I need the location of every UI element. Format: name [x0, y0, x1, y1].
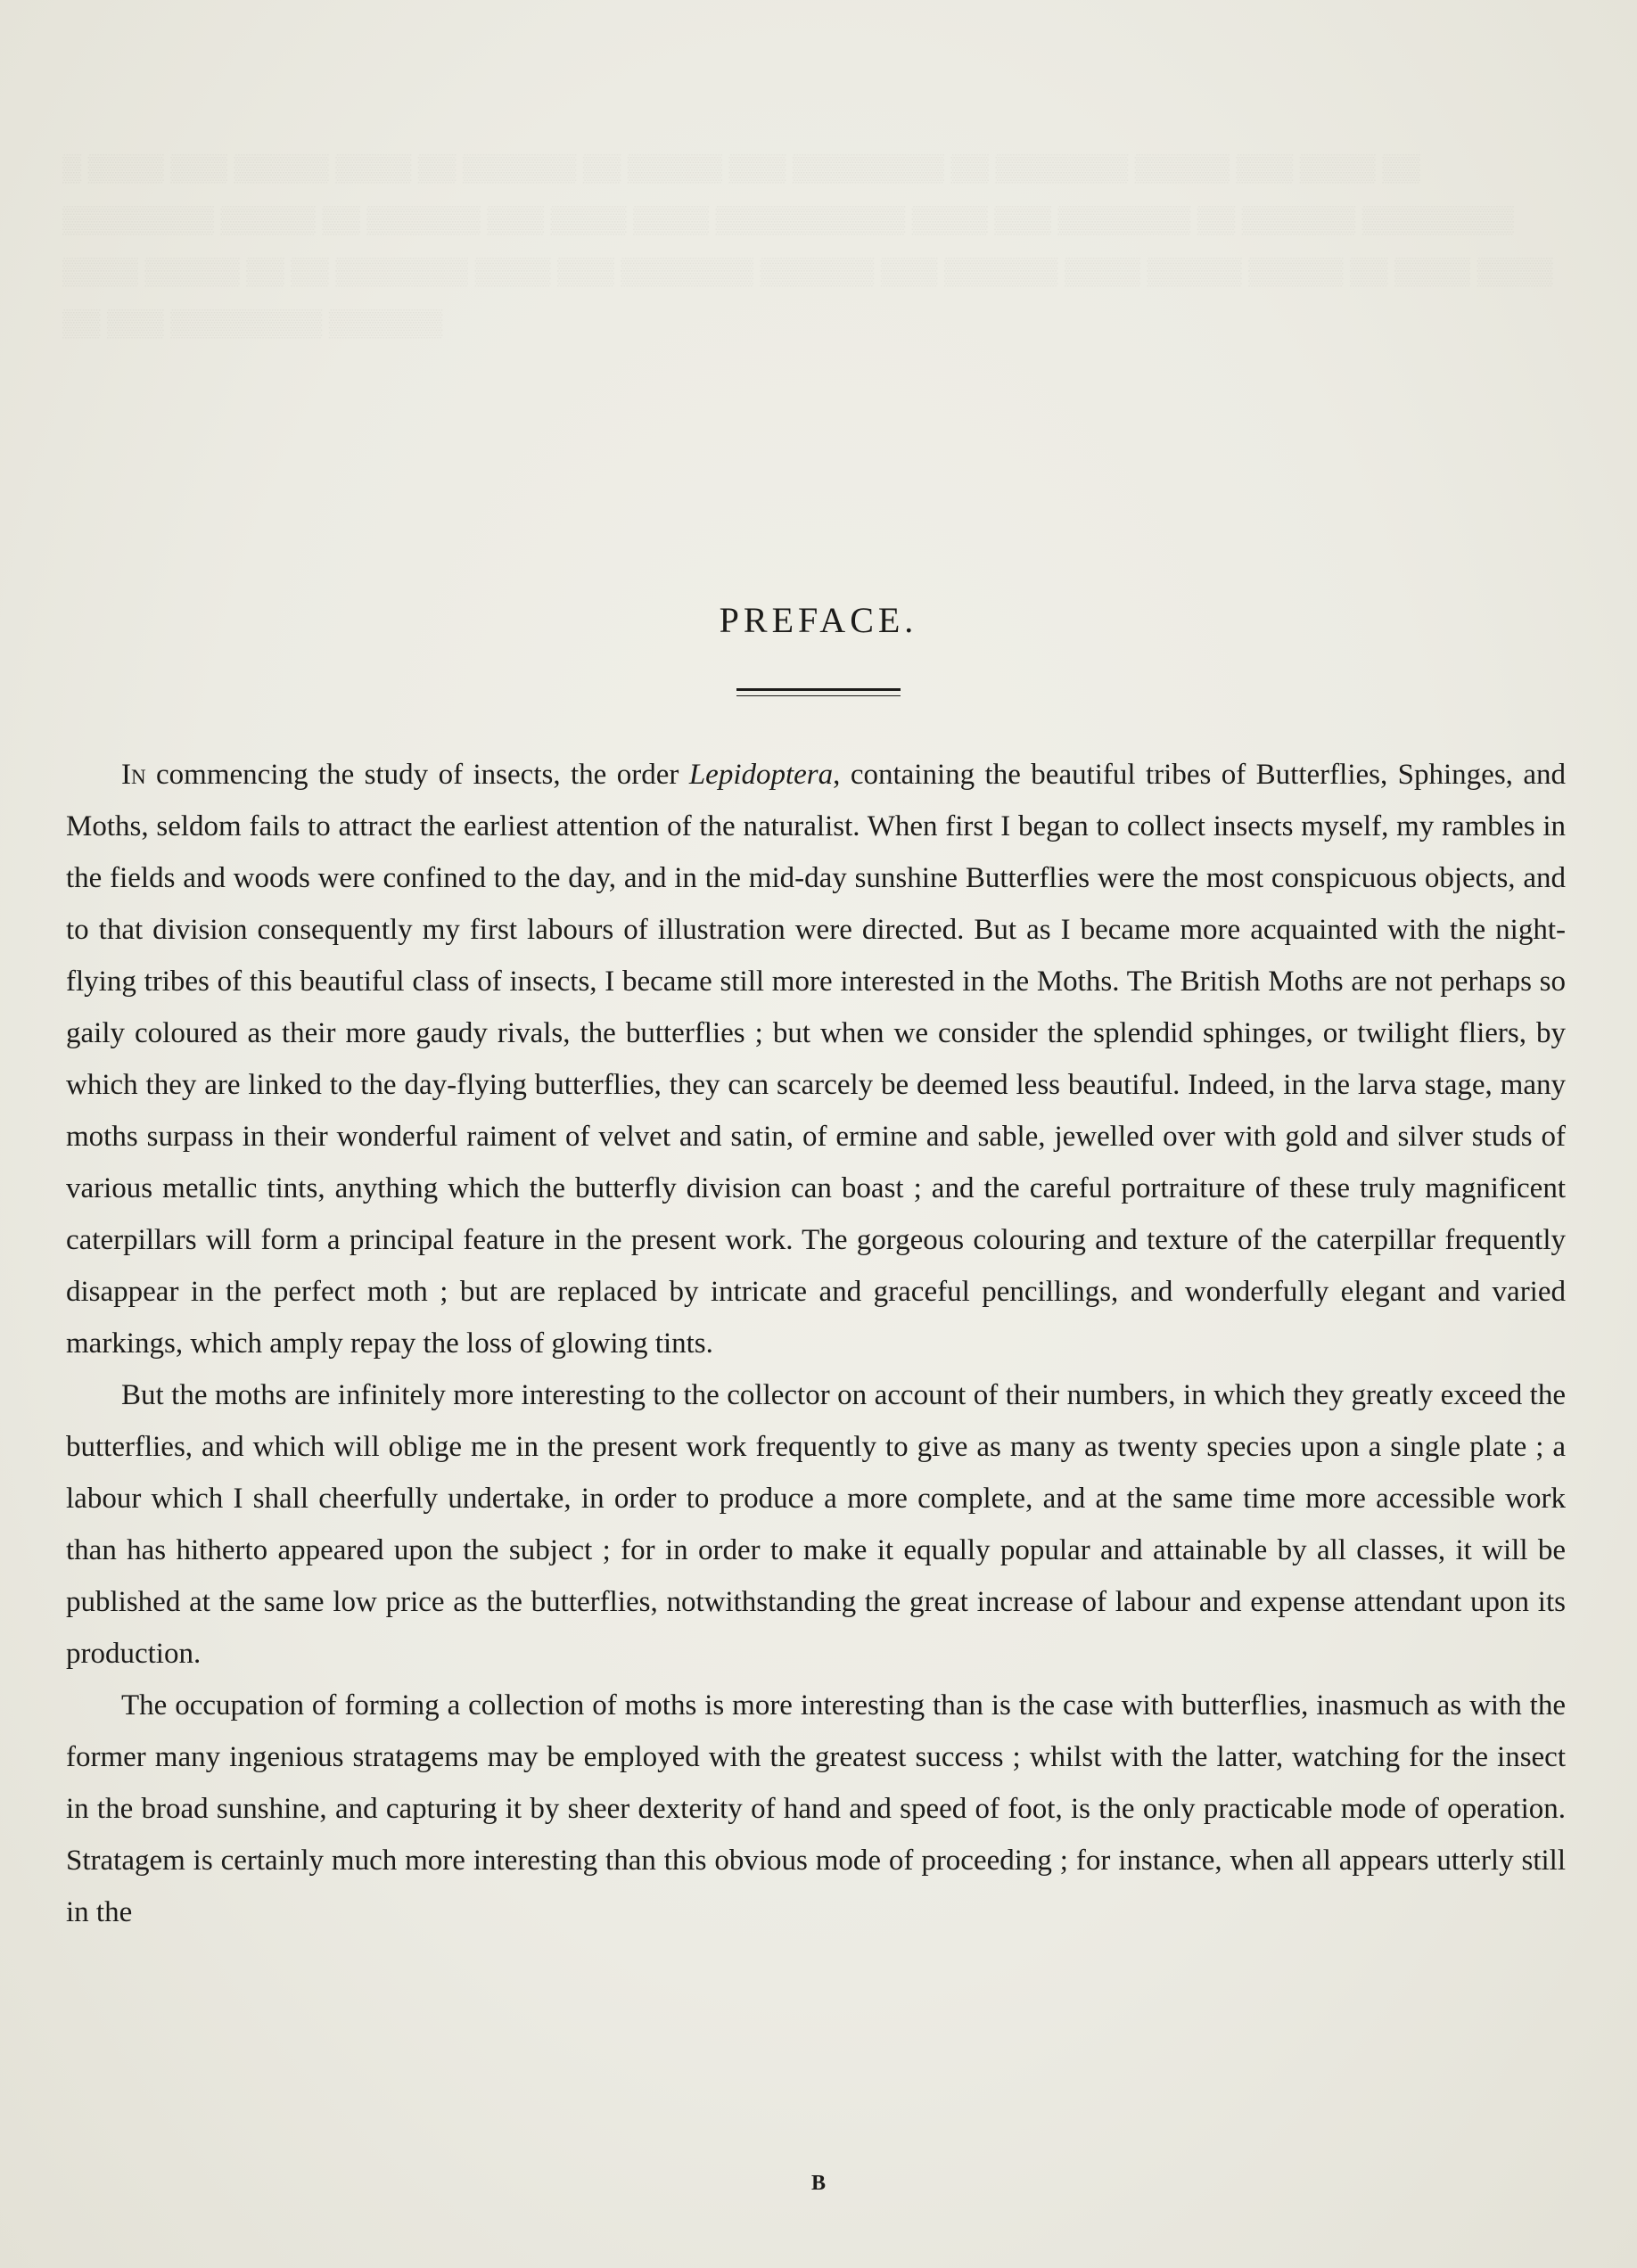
paragraph-1-before-italic: commencing the study of insects, the order [145, 759, 689, 791]
paragraph-1-after-italic: , containing the beautiful tribes of Butterflies, Sphinges, and Moths, seldom fails to attract the earliest attention of the naturalist. When first I began to collect insects myself, my rambles in the fields and woods were confined to the day, and in the mid-day sunshine Butterflies were the most conspicuous objects, and to that division consequently my first labours of illustration were directed. But as I became more acquainted with the night-flying tribes of this beautiful class of insects, I became still more interested in the Moths. The British Moths are not perhaps so gaily coloured as their more gaudy rivals, the butterflies ; but when we consider the splendid sphinges, or twilight fliers, by which they are linked to the day-flying butterflies, they can scarcely be deemed less beautiful. Indeed, in the larva stage, many moths surpass in their wonderful raiment of velvet and satin, of ermine and sable, jewelled over with gold and silver studs of various metallic tints, anything which the butterfly division can boast ; and the careful portraiture of these truly magnificent caterpillars will form a principal feature in the present work. The gorgeous colouring and texture of the caterpillar frequently disappear in the perfect moth ; but are replaced by intricate and graceful pencillings, and wonderfully elegant and varied markings, which amply repay the loss of glowing tints. [66, 759, 1566, 1360]
signature-mark: B [810, 2172, 826, 2195]
paragraph-2: But the moths are infinitely more interesting to the collector on account of their numbers, in which they greatly exceed the butterflies, and which will oblige me in the present work frequently to give as many as twenty species upon a single plate ; a labour which I shall cheerfully undertake, in order to produce a more complete, and at the same time more accessible work than has hitherto appeared upon the subject ; for in order to make it equally popular and attainable by all classes, it will be published at the same low price as the butterflies, notwithstanding the great increase of labour and expense attendant upon its production. [66, 1379, 1566, 1670]
bleed-through-texture: ▒ ▒▒▒▒ ▒▒▒ ▒▒▒▒▒ ▒▒▒▒ ▒▒ ▒▒▒▒▒▒ ▒▒ ▒▒▒▒▒ ▒▒▒ ▒▒▒▒▒▒▒▒ ▒▒ ▒▒▒▒▒▒▒ ▒▒▒▒▒ ▒▒▒ ▒▒▒▒ ▒▒ ▒▒▒▒▒▒▒▒ ▒▒▒▒▒ ▒▒ ▒▒▒▒▒▒ ▒▒▒ ▒▒▒▒ ▒▒▒▒ ▒▒▒▒▒▒▒▒▒▒ ▒▒▒▒ ▒▒▒ ▒▒▒▒▒▒▒ ▒▒ ▒▒▒▒▒▒ ▒▒▒▒▒▒▒▒ ▒▒▒▒ ▒▒▒▒▒ ▒▒ ▒▒ ▒▒▒▒▒▒▒ ▒▒▒▒ ▒▒▒ ▒▒▒▒▒▒▒ ▒▒▒▒▒▒ ▒▒▒ ▒▒▒▒▒▒ ▒▒▒▒ ▒▒▒▒▒ ▒▒▒▒▒ ▒▒ ▒▒▒▒ ▒▒▒▒ ▒▒ ▒▒▒ ▒▒▒▒▒▒▒▒ ▒▒▒▒▒▒ [62, 153, 1553, 338]
page-title: PREFACE. [719, 600, 918, 640]
title-rule-thin [736, 695, 901, 696]
paragraph-1-italic: Lepidoptera [688, 759, 834, 791]
title-rule [736, 688, 901, 699]
paragraph-1 [66, 749, 1566, 1369]
paragraph-1-lead: In [121, 759, 146, 791]
paragraph-3: The occupation of forming a collection of moths is more interesting than is the case with butterflies, inasmuch as with the former many ingenious stratagems may be employed with the greatest success ; whilst with the latter, watching for the insect in the broad sunshine, and capturing it by sheer dexterity of hand and speed of foot, is the only practicable mode of operation. Stratagem is certainly much more interesting than this obvious mode of proceeding ; for instance, when all appears utterly still in the [66, 1689, 1566, 1928]
title-rule-thick [736, 688, 901, 691]
preface-body [66, 749, 1566, 1938]
